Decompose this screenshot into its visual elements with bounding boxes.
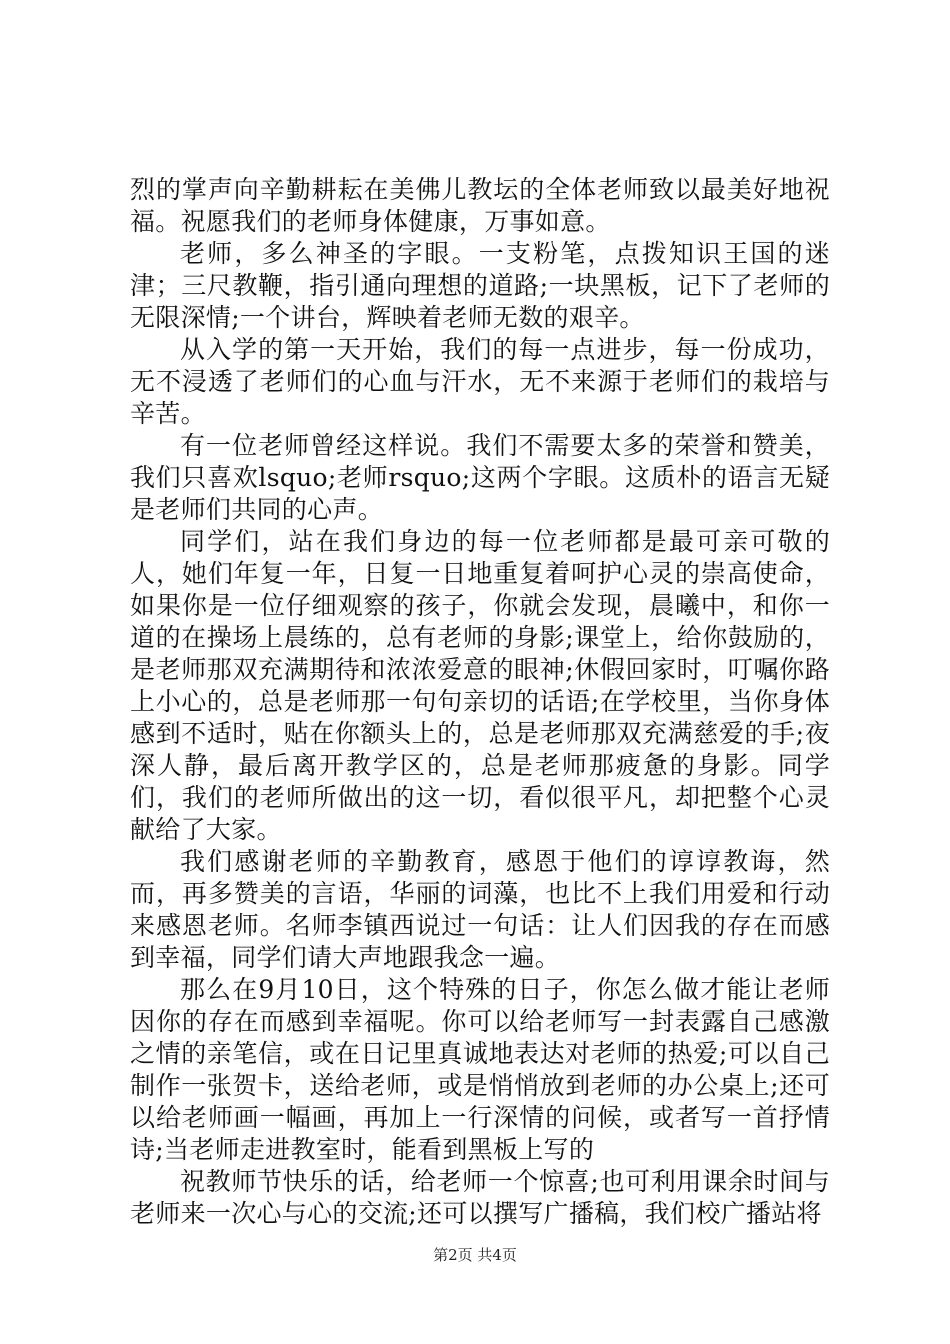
paragraph-7: 那么在9月10日，这个特殊的日子，你怎么做才能让老师因你的存在而感到幸福呢。你可以给老师写一封表露自己感激之情的亲笔信，或在日记里真诚地表达对老师的热爱;可以自己制作一张贺卡，送给老师，或是悄悄放到老师的办公桌上;还可以给老师画一幅画，再加上一行深情的问候，或者写一首抒情诗;当老师走进教室时，能看到黑板上写的 [130,975,830,1164]
paragraph-1: 烈的掌声向辛勤耕耘在美佛儿教坛的全体老师致以最美好地祝福。祝愿我们的老师身体健康，万事如意。 [130,175,830,236]
page-footer [0,1244,950,1265]
document-body [130,174,830,1230]
paragraph-8: 祝教师节快乐的话，给老师一个惊喜;也可利用课余时间与老师来一次心与心的交流;还可以撰写广播稿，我们校广播站将 [130,1167,830,1228]
page-number-label: 第2页 共4页 [433,1246,517,1264]
paragraph-5: 同学们，站在我们身边的每一位老师都是最可亲可敬的人，她们年复一年，日复一日地重复着呵护心灵的崇高使命，如果你是一位仔细观察的孩子，你就会发现，晨曦中，和你一道的在操场上晨练的，总有老师的身影;课堂上，给你鼓励的，是老师那双充满期待和浓浓爱意的眼神;休假回家时，叮嘱你路上小心的，总是老师那一句句亲切的话语;在学校里，当你身体感到不适时，贴在你额头上的，总是老师那双充满慈爱的手;夜深人静，最后离开教学区的，总是老师那疲惫的身影。同学们，我们的老师所做出的这一切，看似很平凡，却把整个心灵献给了大家。 [130,527,830,844]
paragraph-2: 老师，多么神圣的字眼。一支粉笔，点拨知识王国的迷津；三尺教鞭，指引通向理想的道路;一块黑板，记下了老师的无限深情;一个讲台，辉映着老师无数的艰辛。 [130,239,830,332]
paragraph-4: 有一位老师曾经这样说。我们不需要太多的荣誉和赞美，我们只喜欢lsquo;老师rsquo;这两个字眼。这质朴的语言无疑是老师们共同的心声。 [130,431,830,524]
paragraph-3: 从入学的第一天开始，我们的每一点进步，每一份成功，无不浸透了老师们的心血与汗水，无不来源于老师们的栽培与辛苦。 [130,335,830,428]
paragraph-6: 我们感谢老师的辛勤教育，感恩于他们的谆谆教诲，然而，再多赞美的言语，华丽的词藻，也比不上我们用爱和行动来感恩老师。名师李镇西说过一句话：让人们因我的存在而感到幸福，同学们请大声地跟我念一遍。 [130,847,830,972]
